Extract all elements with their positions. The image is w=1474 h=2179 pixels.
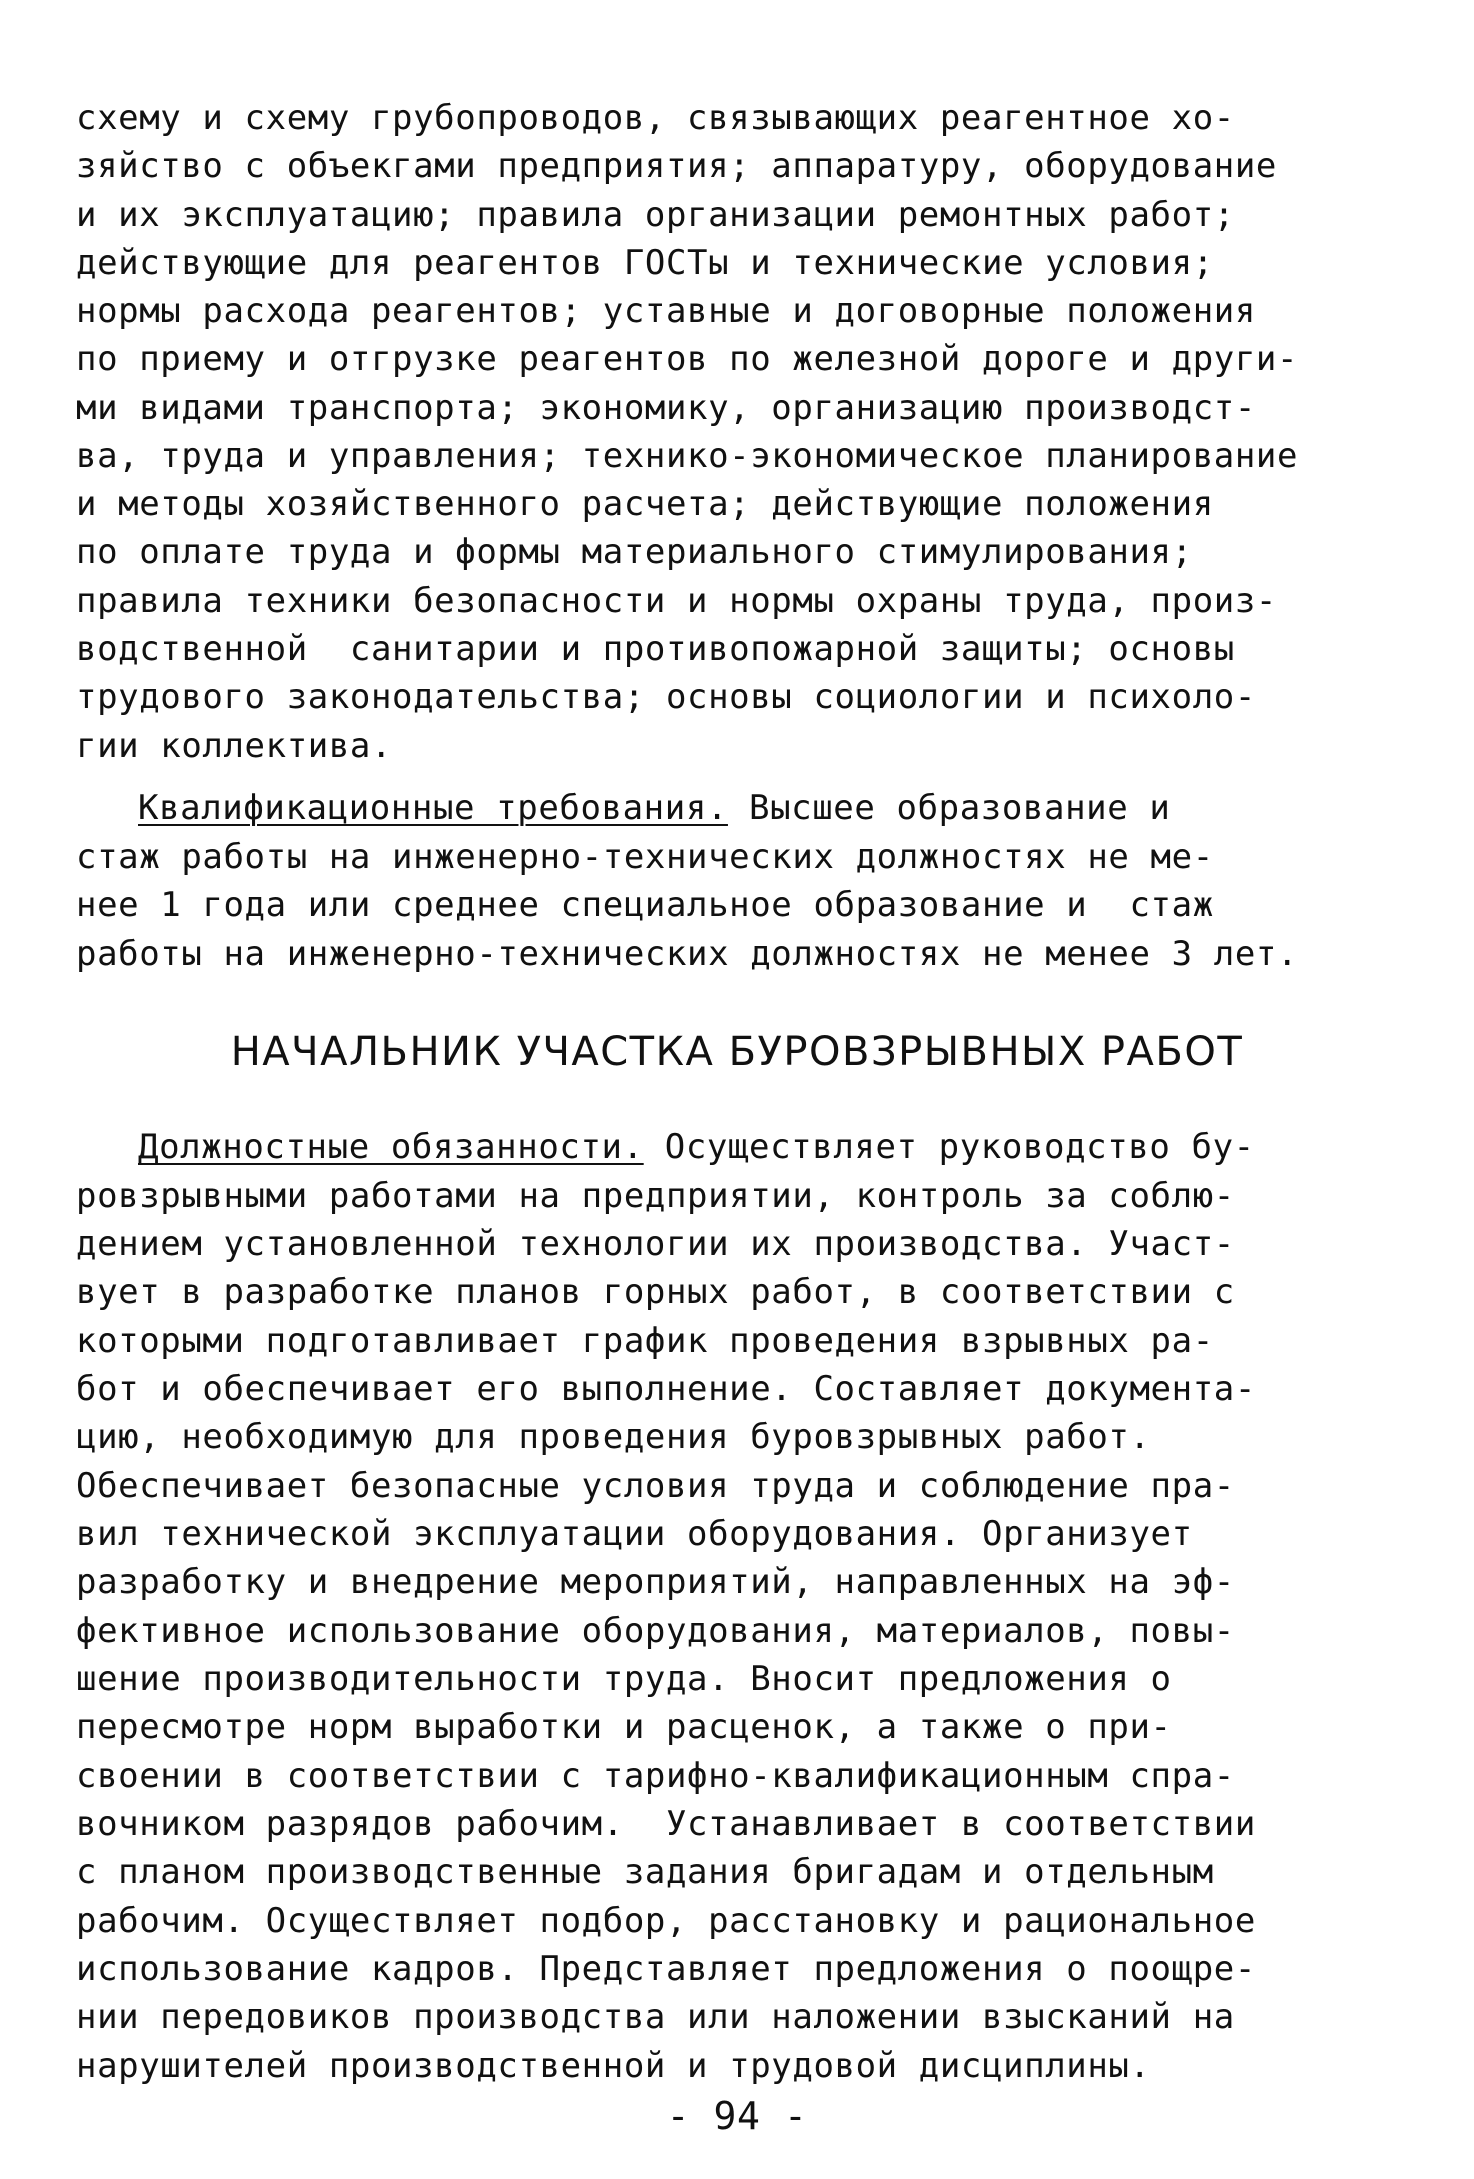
text-line: разработку и внедрение мероприятий, направленных на эф-	[76, 1562, 1235, 1602]
text-line: правила техники безопасности и нормы охраны труда, произ-	[76, 581, 1277, 621]
text-line: цию, необходимую для проведения буровзрывных работ.	[76, 1417, 1151, 1457]
text-line: схему и схему грубопроводов, связывающих реагентное хо-	[76, 98, 1235, 138]
qualification-label: Квалификационные требования.	[138, 788, 728, 828]
text-line: трудового законодательства; основы социологии и психоло-	[76, 677, 1256, 717]
text-line: Обеспечивает безопасные условия труда и соблюдение пра-	[76, 1466, 1235, 1506]
duties-first-line	[138, 1125, 1255, 1169]
text-line: гии коллектива.	[76, 726, 393, 766]
text-line: водственной санитарии и противопожарной защиты; основы	[76, 629, 1235, 669]
text-line: использование кадров. Представляет предложения о поощре-	[76, 1949, 1256, 1989]
text-line: шение производительности труда. Вносит предложения о	[76, 1659, 1172, 1699]
text-line: нарушителей производственной и трудовой дисциплины.	[76, 2046, 1151, 2086]
text-line: ровзрывными работами на предприятии, контроль за соблю-	[76, 1176, 1235, 1216]
text-line: ми видами транспорта; экономику, организацию производст-	[76, 388, 1256, 428]
section-title: НАЧАЛЬНИК УЧАСТКА БУРОВЗРЫВНЫХ РАБОТ	[230, 1029, 1244, 1075]
text-line: и методы хозяйственного расчета; действующие положения	[76, 484, 1214, 524]
qualification-first-line	[138, 786, 1170, 830]
text-line: стаж работы на инженерно-технических должностях не ме-	[76, 837, 1214, 877]
text-line: вил технической эксплуатации оборудования. Организует	[76, 1514, 1193, 1554]
text-line: фективное использование оборудования, материалов, повы-	[76, 1611, 1235, 1651]
qualification-first-text: Высшее образование и	[727, 788, 1171, 828]
text-line: нии передовиков производства или наложении взысканий на	[76, 1997, 1235, 2037]
text-line: зяйство с объекгами предприятия; аппаратуру, оборудование	[76, 146, 1277, 186]
text-line: вует в разработке планов горных работ, в соответствии с	[76, 1272, 1235, 1312]
text-line: по приему и отгрузке реагентов по железной дороге и други-	[76, 339, 1299, 379]
text-line: действующие для реагентов ГОСТы и технические условия;	[76, 243, 1214, 283]
text-line: нее 1 года или среднее специальное образование и стаж	[76, 885, 1214, 925]
page-number: - 94 -	[666, 2094, 808, 2138]
text-line: вочником разрядов рабочим. Устанавливает в соответствии	[76, 1804, 1256, 1844]
duties-first-text: Осуществляет руководство бу-	[643, 1127, 1255, 1167]
text-line: бот и обеспечивает его выполнение. Составляет документа-	[76, 1369, 1256, 1409]
text-line: работы на инженерно-технических должностях не менее 3 лет.	[76, 934, 1299, 974]
text-line: дением установленной технологии их производства. Участ-	[76, 1224, 1235, 1264]
text-line: по оплате труда и формы материального стимулирования;	[76, 532, 1193, 572]
text-line: с планом производственные задания бригадам и отдельным	[76, 1852, 1214, 1892]
text-line: которыми подготавливает график проведения взрывных ра-	[76, 1321, 1214, 1361]
duties-label: Должностные обязанности.	[138, 1127, 644, 1167]
text-line: нормы расхода реагентов; уставные и договорные положения	[76, 291, 1256, 331]
text-line: своении в соответствии с тарифно-квалификационным спра-	[76, 1756, 1235, 1796]
text-line: пересмотре норм выработки и расценок, а также о при-	[76, 1707, 1172, 1747]
text-line: ва, труда и управления; технико-экономическое планирование	[76, 436, 1299, 476]
text-line: рабочим. Осуществляет подбор, расстановку и рациональное	[76, 1901, 1256, 1941]
text-line: и их эксплуатацию; правила организации ремонтных работ;	[76, 195, 1235, 235]
